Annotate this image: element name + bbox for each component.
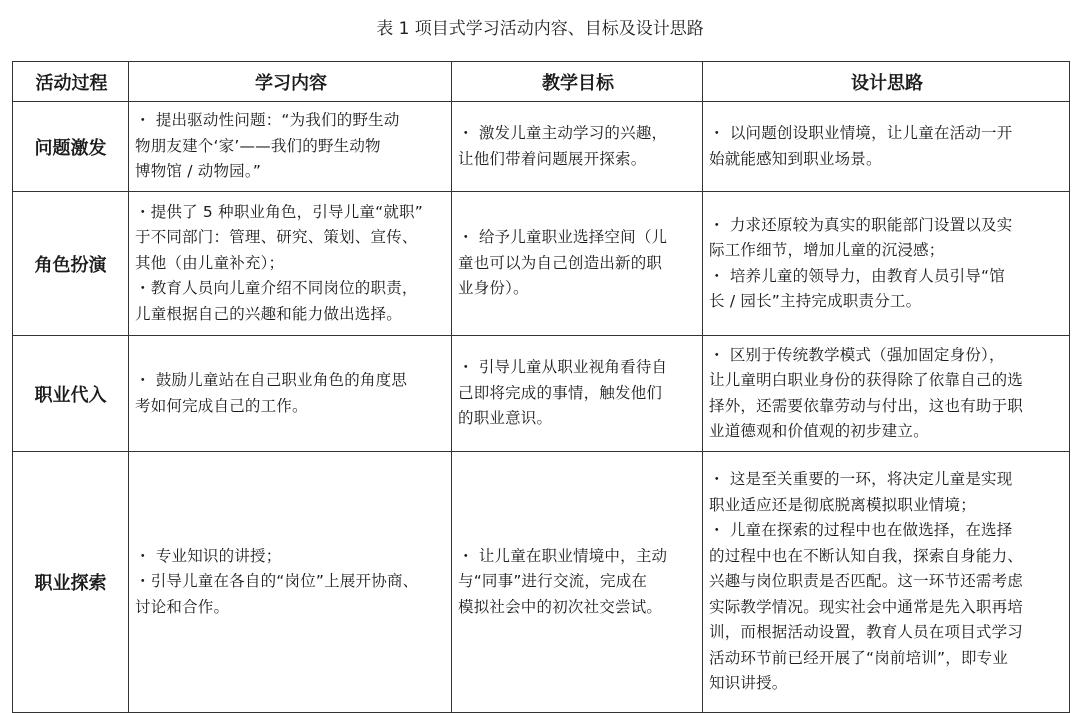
text-line: 让他们带着问题展开探索。 bbox=[458, 149, 647, 168]
text-line: ・ 培养儿童的领导力，由教育人员引导“馆 bbox=[709, 266, 1005, 285]
text-line: 与“同事”进行交流，完成在 bbox=[458, 572, 648, 591]
text-line: 业身份）。 bbox=[458, 279, 529, 298]
content-cell bbox=[129, 102, 452, 192]
text-line: 博物馆 / 动物园。” bbox=[135, 162, 262, 181]
text-line: ・ 给予儿童职业选择空间（儿 bbox=[458, 228, 668, 247]
text-line: ・提供了 5 种职业角色，引导儿童“就职” bbox=[135, 202, 423, 221]
stage-cell: 职业探索 bbox=[13, 452, 129, 713]
table-caption: 表 1 项目式学习活动内容、目标及设计思路 bbox=[376, 19, 704, 39]
text-line: ・ 力求还原较为真实的职能部门设置以及实 bbox=[709, 215, 1013, 234]
table-row bbox=[13, 452, 1070, 713]
text-line: 长 / 园长”主持完成职责分工。 bbox=[709, 292, 922, 310]
text-line: ・ 以问题创设职业情境，让儿童在活动一开 bbox=[709, 124, 1013, 142]
text-line: 择外，还需要依靠劳动与付出，这也有助于职 bbox=[709, 396, 1024, 415]
header-design: 设计思路 bbox=[703, 62, 1070, 102]
text-line: 讨论和合作。 bbox=[135, 597, 230, 616]
design-cell bbox=[703, 452, 1070, 713]
text-line: ・ 让儿童在职业情境中，主动 bbox=[458, 546, 668, 565]
stage-cell: 角色扮演 bbox=[13, 192, 129, 336]
text-line: 兴趣与岗位职责是否匹配。这一环节还需考虑 bbox=[709, 572, 1024, 591]
text-line: 的职业意识。 bbox=[458, 409, 553, 428]
text-line: ・ 引导儿童从职业视角看待自 bbox=[458, 358, 668, 377]
text-line: 其他（由儿童补充）； bbox=[135, 253, 285, 272]
activity-table bbox=[12, 61, 1070, 713]
text-line: 己即将完成的事情，触发他们 bbox=[458, 383, 663, 402]
text-line: 让儿童明白职业身份的获得除了依靠自己的选 bbox=[709, 371, 1024, 389]
table-row bbox=[13, 192, 1070, 336]
text-line: 活动环节前已经开展了“岗前培训”，即专业 bbox=[709, 648, 1009, 667]
text-line: 职业适应还是彻底脱离模拟职业情境； bbox=[709, 495, 976, 514]
text-line: ・ 专业知识的讲授； bbox=[135, 546, 282, 565]
text-line: ・ 儿童在探索的过程中也在做选择，在选择 bbox=[709, 521, 1013, 540]
goal-cell bbox=[452, 192, 703, 336]
goal-cell bbox=[452, 336, 703, 452]
text-line: 实际教学情况。现实社会中通常是先入职再培 bbox=[709, 597, 1024, 616]
text-line: ・ 鼓励儿童站在自己职业角色的角度思 bbox=[135, 371, 408, 389]
text-line: 童也可以为自己创造出新的职 bbox=[458, 253, 663, 272]
design-cell bbox=[703, 102, 1070, 192]
content-cell bbox=[129, 192, 452, 336]
text-line: 儿童根据自己的兴趣和能力做出选择。 bbox=[135, 304, 402, 323]
header-stage: 活动过程 bbox=[13, 62, 129, 102]
stage-cell: 问题激发 bbox=[13, 102, 129, 192]
text-line: 的过程中也在不断认知自我，探索自身能力、 bbox=[709, 546, 1024, 565]
header-content: 学习内容 bbox=[129, 62, 452, 102]
text-line: ・引导儿童在各自的“岗位”上展开协商、 bbox=[135, 572, 419, 591]
goal-cell bbox=[452, 452, 703, 713]
design-cell bbox=[703, 336, 1070, 452]
text-line: 训，而根据活动设置，教育人员在项目式学习 bbox=[709, 623, 1024, 642]
text-line: ・ 提出驱动性问题：“为我们的野生动 bbox=[135, 111, 400, 130]
stage-cell: 职业代入 bbox=[13, 336, 129, 452]
text-line: 考如何完成自己的工作。 bbox=[135, 396, 308, 415]
text-line: 知识讲授。 bbox=[709, 674, 788, 693]
text-line: 物朋友建个‘家’——我们的野生动物 bbox=[135, 136, 381, 155]
text-line: 际工作细节，增加儿童的沉浸感； bbox=[709, 241, 945, 259]
text-line: ・ 激发儿童主动学习的兴趣， bbox=[458, 124, 668, 142]
goal-cell bbox=[452, 102, 703, 192]
text-line: 于不同部门：管理、研究、策划、宣传、 bbox=[135, 228, 418, 247]
text-line: ・ 区别于传统教学模式（强加固定身份）， bbox=[709, 345, 1005, 364]
header-goal: 教学目标 bbox=[452, 62, 703, 102]
table-row bbox=[13, 102, 1070, 192]
table-header-row bbox=[13, 62, 1070, 102]
text-line: ・ 这是至关重要的一环，将决定儿童是实现 bbox=[709, 470, 1013, 489]
text-line: 始就能感知到职业场景。 bbox=[709, 149, 882, 168]
table-row bbox=[13, 336, 1070, 452]
design-cell bbox=[703, 192, 1070, 336]
content-cell bbox=[129, 336, 452, 452]
text-line: 模拟社会中的初次社交尝试。 bbox=[458, 597, 663, 616]
text-line: 业道德观和价值观的初步建立。 bbox=[709, 422, 929, 440]
text-line: ・教育人员向儿童介绍不同岗位的职责， bbox=[135, 279, 418, 298]
content-cell bbox=[129, 452, 452, 713]
